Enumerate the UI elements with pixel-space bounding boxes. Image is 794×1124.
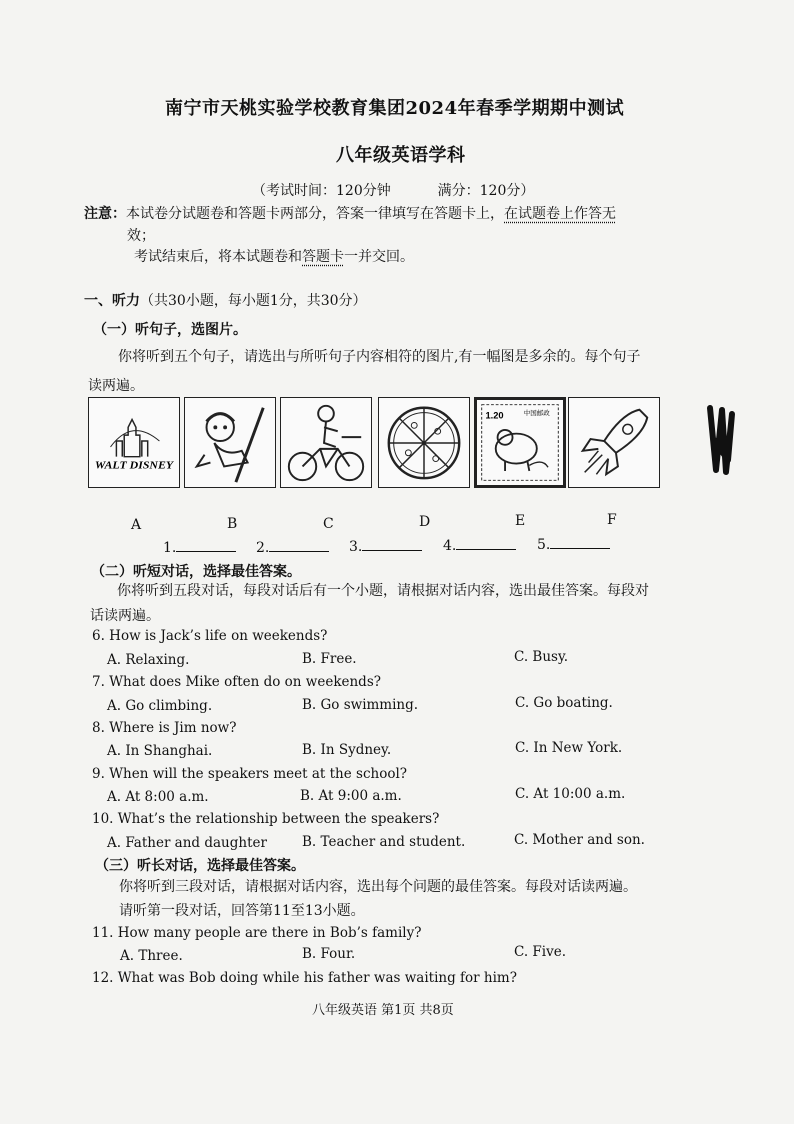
picture-f [568,397,660,488]
stamp-text: 中国邮政 [523,408,550,417]
stamp-value: 1.20 [485,410,504,421]
picture-letter-b: B [227,516,238,532]
notice-line-1 [84,203,616,223]
picture-letter-c: C [323,516,334,532]
question-7: 7. What does Mike often do on weekends? [92,674,381,690]
castle-logo-icon [89,398,179,487]
q6-option-b[interactable]: B. Free. [302,651,357,667]
q10-option-b[interactable]: B. Teacher and student. [302,834,466,850]
notice-line-2 [134,246,414,266]
notice-line-1-cont: 效； [127,228,155,244]
picture-a [88,397,180,488]
q8-option-a[interactable]: A. In Shanghai. [107,743,213,759]
question-8: 8. Where is Jim now? [92,720,237,736]
part2-heading: （二）听短对话，选择最佳答案。 [91,564,301,580]
part3-instruction-2: 请听第一段对话，回答第11至13小题。 [119,903,365,919]
blank-number: 3. [349,539,363,555]
picture-b [184,397,276,488]
q11-option-c[interactable]: C. Five. [514,944,567,960]
answer-blank-1[interactable] [163,537,236,556]
blank-number: 1. [163,540,177,556]
section1-title: 一、听力 [84,293,140,309]
q9-option-b[interactable]: B. At 9:00 a.m. [300,788,402,804]
notice-label: 注意： [84,206,126,222]
answer-blank-2[interactable] [256,537,329,556]
picture-letter-a: A [131,517,142,533]
exam-title: 南宁市天桃实验学校教育集团2024年春季学期期中测试 [165,98,625,119]
stamp-icon [477,400,563,485]
pen-scribble-mark [702,400,738,480]
monkey-king-icon [185,398,275,487]
answer-blank-3[interactable] [349,536,422,555]
picture-c [280,397,372,488]
part2-instruction-1: 你将听到五段对话，每段对话后有一个小题，请根据对话内容，选出最佳答案。每段对 [117,583,649,599]
cyclist-icon [281,398,371,487]
notice-text-2c: 一并交回。 [344,249,414,265]
question-9: 9. When will the speakers meet at the school? [92,766,408,782]
blank-number: 2. [256,540,270,556]
q10-option-a[interactable]: A. Father and daughter [107,835,267,851]
q6-option-c[interactable]: C. Busy. [514,649,569,665]
notice-text-1b: 在试题卷上作答无 [504,206,616,222]
q8-option-b[interactable]: B. In Sydney. [302,742,392,758]
part1-instruction-2: 读两遍。 [88,378,144,394]
section1-note: （共30小题，每小题1分，共30分） [140,293,367,309]
exam-info [252,180,534,200]
q7-option-b[interactable]: B. Go swimming. [302,697,419,713]
part1-heading: （一）听句子，选图片。 [93,322,247,338]
subject-title: 八年级英语学科 [336,145,466,166]
part2-instruction-2: 话读两遍。 [90,608,160,624]
notice-text-2a: 考试结束后，将本试题卷和 [134,249,302,265]
part1-instruction-1: 你将听到五个句子，请选出与所听句子内容相符的图片,有一幅图是多余的。每个句子 [118,349,641,365]
question-6: 6. How is Jack’s life on weekends? [92,628,328,644]
exam-time: （考试时间：120分钟 [252,183,391,199]
question-10: 10. What’s the relationship between the speakers? [92,811,440,827]
answer-blank-4[interactable] [443,535,516,554]
page-footer: 八年级英语 第1页 共8页 [312,1003,454,1018]
notice-text-1a: 本试卷分试题卷和答题卡两部分，答案一律填写在答题卡上， [126,206,504,222]
q9-option-a[interactable]: A. At 8:00 a.m. [107,789,209,805]
notice-text-2b: 答题卡 [302,249,344,265]
question-11: 11. How many people are there in Bob’s family? [92,925,422,941]
picture-letter-d: D [419,514,431,530]
answer-blank-5[interactable] [537,534,610,553]
picture-e [474,397,566,488]
pizza-icon [379,398,469,487]
q11-option-b[interactable]: B. Four. [302,946,356,962]
exam-score: 满分：120分） [437,183,535,199]
disney-logo-text: WALT DISNEY [94,459,175,472]
picture-d [378,397,470,488]
blank-number: 5. [537,537,551,553]
question-12: 12. What was Bob doing while his father was waiting for him? [92,970,517,986]
q11-option-a[interactable]: A. Three. [120,948,183,964]
q9-option-c[interactable]: C. At 10:00 a.m. [515,786,626,802]
q7-option-a[interactable]: A. Go climbing. [107,698,213,714]
section1-heading [84,290,367,310]
part3-heading: （三）听长对话，选择最佳答案。 [95,858,305,874]
q8-option-c[interactable]: C. In New York. [515,740,623,756]
q7-option-c[interactable]: C. Go boating. [515,695,613,711]
q6-option-a[interactable]: A. Relaxing. [107,652,190,668]
rocket-icon [569,398,659,487]
picture-letter-f: F [607,512,617,528]
blank-number: 4. [443,538,457,554]
q10-option-c[interactable]: C. Mother and son. [514,832,645,848]
picture-letter-e: E [515,513,526,529]
part3-instruction-1: 你将听到三段对话，请根据对话内容，选出每个问题的最佳答案。每段对话读两遍。 [119,879,637,895]
